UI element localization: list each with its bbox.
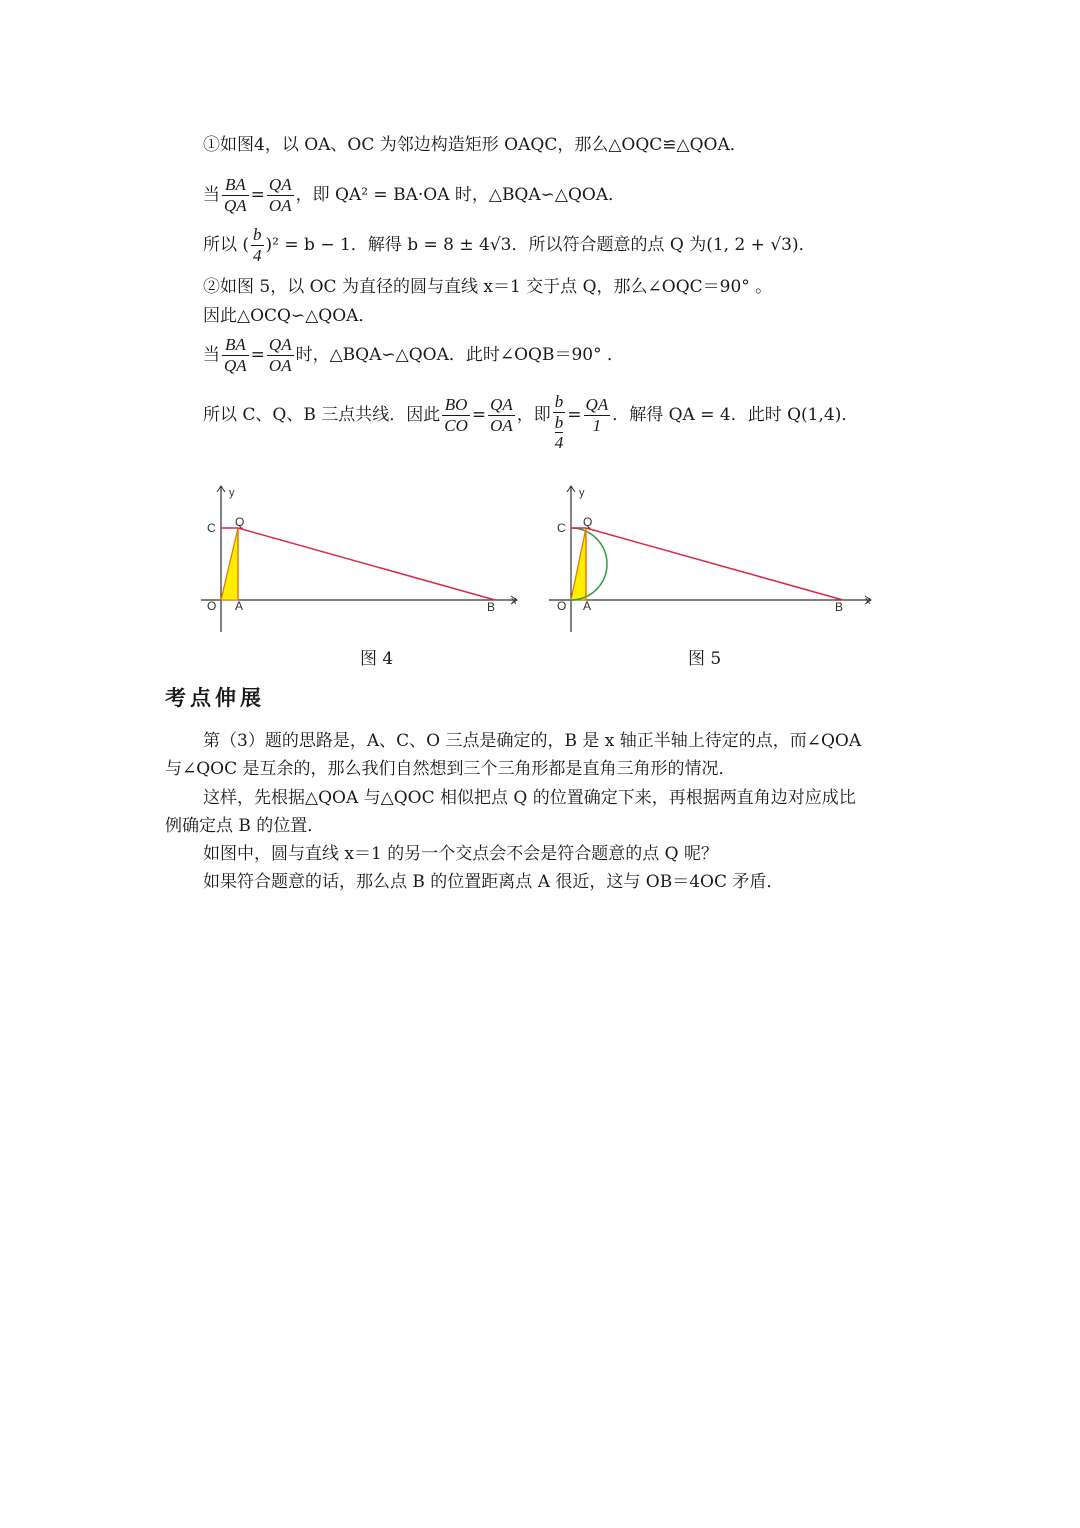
label-x: x	[865, 595, 871, 607]
solution-line-7: 所以 C、Q、B 三点共线．因此 $\frac{BO}{CO}$ = $\frac{QA}{OA}$ ，即 $\frac{b}{\frac{b}{4}}$ = $\frac{QA}{1}$ ．解得 QA = 4．此时 Q(1,4)．	[203, 392, 859, 453]
segment-qb	[586, 528, 843, 600]
fraction-b-4: $\frac{b}{4}$	[253, 225, 262, 265]
fraction-bo-co: $\frac{BO}{CO}$	[444, 395, 468, 435]
solution-line-3: 所以 ( $\frac{b}{4}$ )² = b − 1．解得 b = 8 ± 4√3．所以符合题意的点 Q 为(1, 2 + √3)．	[203, 225, 816, 265]
label-b: B	[835, 600, 844, 614]
extension-paragraph-1b: 与∠QOC 是互余的，那么我们自然想到三个三角形都是直角三角形的情况．	[165, 759, 736, 779]
label-q: Q	[235, 515, 245, 529]
fraction-b-over-b4: $\frac{b}{\frac{b}{4}}$	[554, 392, 564, 453]
fraction-qa-1: $\frac{QA}{1}$	[585, 395, 609, 435]
extension-paragraph-2a: 这样，先根据△QOA 与△QOC 相似把点 Q 的位置确定下来，再根据两直角边对应成比	[203, 788, 856, 808]
section-heading: 考点伸展	[165, 685, 265, 710]
fraction-ba-qa-2: $\frac{BA}{QA}$	[224, 335, 247, 375]
figure-4-diagram	[195, 478, 535, 638]
label-x: x	[511, 595, 517, 607]
fraction-qa-oa-3: $\frac{QA}{OA}$	[490, 395, 513, 435]
figure-5-caption: 图 5	[688, 649, 722, 669]
label-y: y	[579, 487, 585, 499]
label-o: O	[207, 599, 217, 613]
label-a: A	[235, 599, 244, 613]
extension-paragraph-4: 如果符合题意的话，那么点 B 的位置距离点 A 很近，这与 OB＝4OC 矛盾．	[203, 872, 784, 892]
fraction-ba-qa: $\frac{BA}{QA}$	[224, 175, 247, 215]
label-q: Q	[583, 515, 593, 529]
solution-line-6: 当 $\frac{BA}{QA}$ = $\frac{QA}{OA}$ 时，△BQA∽△QOA．此时∠OQB＝90° ．	[203, 335, 624, 375]
solution-line-2: 当 $\frac{BA}{QA}$ = $\frac{QA}{OA}$ ，即 QA² = BA·OA 时，△BQA∽△QOA．	[203, 175, 626, 215]
label-c: C	[557, 521, 566, 535]
label-c: C	[207, 521, 216, 535]
label-y: y	[229, 487, 235, 499]
segment-qb	[238, 528, 495, 600]
extension-paragraph-2b: 例确定点 B 的位置．	[165, 816, 325, 836]
solution-line-4: ②如图 5，以 OC 为直径的圆与直线 x＝1 交于点 Q，那么∠OQC＝90° 。	[203, 277, 773, 297]
solution-line-5: 因此△OCQ∽△QOA．	[203, 306, 376, 326]
fraction-qa-oa: $\frac{QA}{OA}$	[268, 175, 292, 215]
solution-line-1: ①如图4，以 OA、OC 为邻边构造矩形 OAQC，那么△OQC≌△QOA．	[203, 135, 747, 155]
label-a: A	[583, 599, 592, 613]
label-o: O	[557, 599, 567, 613]
extension-paragraph-3: 如图中，圆与直线 x＝1 的另一个交点会不会是符合题意的点 Q 呢？	[203, 844, 718, 864]
figure-4-caption: 图 4	[360, 649, 394, 669]
label-b: B	[487, 600, 496, 614]
fraction-qa-oa-2: $\frac{QA}{OA}$	[268, 335, 292, 375]
extension-paragraph-1a: 第（3）题的思路是，A、C、O 三点是确定的，B 是 x 轴正半轴上待定的点，而∠QOA	[203, 731, 862, 751]
figure-5-diagram	[543, 478, 883, 638]
